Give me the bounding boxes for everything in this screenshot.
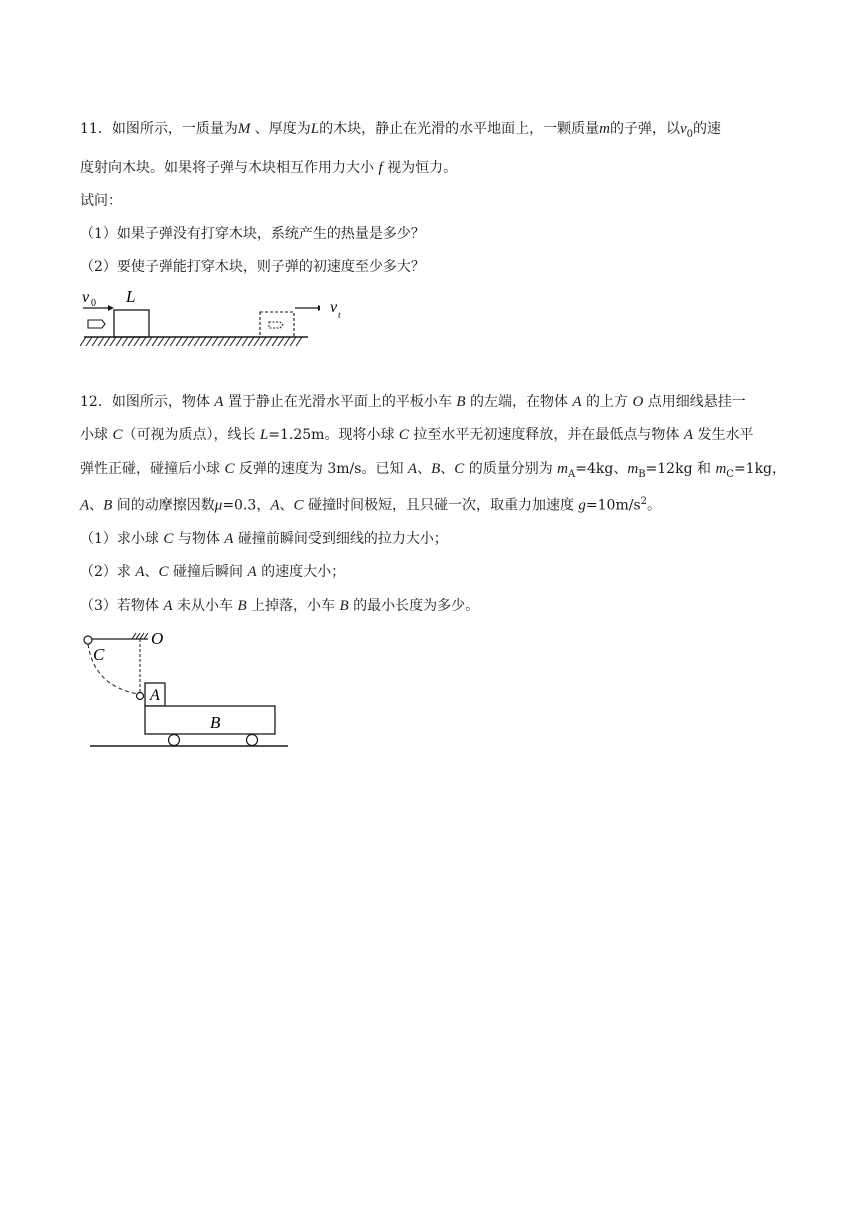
cart-wheel-right (247, 735, 258, 746)
hatch-stroke (290, 337, 296, 346)
hatch-stroke (206, 337, 212, 346)
symbol-A: A (683, 427, 693, 443)
text: 上掉落，小车 (246, 598, 340, 614)
hatch-stroke (266, 337, 272, 346)
symbol-m: m (627, 461, 639, 477)
symbol-O: O (632, 394, 644, 410)
symbol-L: L (259, 427, 269, 443)
text: 弹性正碰，碰撞后小球 (80, 461, 225, 477)
object-A-label: A (150, 687, 160, 704)
moved-block-dashed (260, 312, 294, 337)
hatch-stroke (146, 337, 152, 346)
text: 12．如图所示，物体 (80, 394, 215, 410)
text: 、 (417, 461, 432, 477)
text: 的速 (693, 121, 722, 137)
hatch-stroke (194, 337, 200, 346)
symbol-m: m (557, 461, 569, 477)
hatch-stroke (224, 337, 230, 346)
v0-subscript: 0 (91, 298, 96, 309)
subscript-B: B (638, 468, 646, 480)
ball-C-label: C (93, 645, 105, 664)
ceiling-hatching (132, 633, 148, 639)
hatch-stroke (296, 337, 302, 346)
text: 点用细线悬挂一 (643, 394, 746, 410)
text: 小球 (80, 427, 113, 443)
hatch-stroke (188, 337, 194, 346)
subscript-C: C (726, 468, 734, 480)
text: 发生水平 (693, 427, 754, 443)
text: 11．如图所示，一质量为 (80, 121, 238, 137)
text: =1kg， (733, 461, 787, 477)
symbol-A: A (407, 461, 418, 477)
text: 的最小长度为多少。 (348, 598, 480, 614)
hatch-stroke (80, 337, 86, 346)
symbol-A: A (135, 564, 145, 580)
text: 的质量分别为 (464, 461, 558, 477)
q11-line-1 (80, 120, 790, 144)
text: （可视为质点），线长 (122, 427, 260, 443)
text: 置于静止在光滑水平面上的平板小车 (223, 394, 457, 410)
hatch-stroke (200, 337, 206, 346)
symbol-C: C (293, 497, 304, 514)
hatch-stroke (110, 337, 116, 346)
text: （1）求小球 (80, 531, 164, 547)
text: 间的动摩擦因数 (112, 497, 215, 514)
symbol-A: A (163, 598, 173, 614)
hatch-stroke (92, 337, 98, 346)
symbol-M: M (237, 121, 251, 137)
text: 、 (279, 497, 294, 514)
symbol-B: B (237, 598, 247, 614)
vt-subscript: t (338, 310, 341, 320)
text: 视为恒力。 (382, 160, 458, 176)
text: 、 (144, 564, 159, 580)
q12-line-4 (80, 493, 790, 515)
hatch-stroke (176, 337, 182, 346)
symbol-C: C (112, 427, 123, 443)
q12-line-3 (80, 460, 790, 484)
cart-B-label: B (210, 713, 221, 732)
text: 与物体 (173, 531, 225, 547)
hatch-stroke (272, 337, 278, 346)
v0-arrowhead (108, 305, 114, 311)
hatch-stroke (284, 337, 290, 346)
symbol-g: g (578, 497, 586, 514)
text: 的速度大小； (256, 564, 346, 580)
wood-block (114, 310, 149, 337)
hatch-stroke (218, 337, 224, 346)
text: 度射向木块。如果将子弹与木块相互作用力大小 (80, 160, 379, 176)
symbol-B: B (339, 598, 349, 614)
symbol-mu: μ (214, 497, 223, 514)
hatch-stroke (242, 337, 248, 346)
v0-label: v (82, 289, 90, 306)
text: =4kg、 (575, 461, 628, 477)
text: 未从小车 (172, 598, 238, 614)
text: 碰撞时间极短，且只碰一次，取重力加速度 (303, 497, 579, 514)
vt-label: v (330, 300, 338, 316)
hatch-stroke (86, 337, 92, 346)
hatch-stroke (182, 337, 188, 346)
q11-line-2 (80, 159, 790, 177)
hatch-stroke (116, 337, 122, 346)
symbol-C: C (398, 427, 409, 443)
q12-line-2 (80, 426, 790, 444)
moved-bullet (269, 322, 283, 328)
hatch-stroke (230, 337, 236, 346)
q12-line-1 (80, 393, 790, 411)
symbol-B: B (103, 497, 113, 514)
text: 的木块，静止在光滑的水平地面上，一颗质量 (319, 121, 600, 137)
hatch-stroke (170, 337, 176, 346)
q11-line-3: 试问： (80, 193, 122, 209)
symbol-A: A (572, 394, 582, 410)
symbol-L: L (310, 121, 320, 137)
text: 拉至水平无初速度释放，并在最低点与物体 (408, 427, 684, 443)
text: 的上方 (581, 394, 633, 410)
q11-figure (80, 284, 320, 354)
q12-subquestion-3 (80, 597, 790, 615)
ball-C-initial (84, 636, 92, 644)
symbol-A: A (247, 564, 257, 580)
hatch-stroke (236, 337, 242, 346)
subscript-0: 0 (686, 128, 694, 140)
text: 、厚度为 (250, 121, 311, 137)
symbol-C: C (224, 461, 235, 477)
q12-subquestion-2 (80, 563, 790, 581)
cart-wheel-left (169, 735, 180, 746)
hatch-stroke (122, 337, 128, 346)
text: 、 (89, 497, 104, 514)
symbol-C: C (158, 564, 169, 580)
text: 碰撞后瞬间 (168, 564, 248, 580)
symbol-C: C (163, 531, 174, 547)
hatch-stroke (98, 337, 104, 346)
q12-figure (80, 628, 300, 753)
hatch-stroke (248, 337, 254, 346)
symbol-m: m (599, 121, 610, 137)
symbol-f: f (378, 160, 383, 176)
symbol-A: A (80, 497, 90, 514)
q12-subquestion-1 (80, 530, 790, 548)
hatch-stroke (104, 337, 110, 346)
text: 反弹的速度为 3m/s。已知 (234, 461, 408, 477)
symbol-A: A (270, 497, 280, 514)
hatch-stroke (260, 337, 266, 346)
symbol-A: A (214, 394, 224, 410)
symbol-C: C (454, 461, 465, 477)
text: （2）求 (80, 564, 136, 580)
hatch-stroke (254, 337, 260, 346)
text: 碰撞前瞬间受到细线的拉力大小； (233, 531, 448, 547)
hatch-stroke (128, 337, 134, 346)
symbol-m: m (715, 461, 727, 477)
vt-label-wrapper (318, 300, 342, 322)
hatch-stroke (278, 337, 284, 346)
text: =12kg 和 (645, 461, 716, 477)
text: 。 (647, 497, 662, 514)
block-L-label: L (126, 287, 136, 306)
symbol-B: B (456, 394, 466, 410)
hatch-stroke (140, 337, 146, 346)
text: 的左端，在物体 (465, 394, 573, 410)
q11-subquestion-2: （2）要使子弹能打穿木块，则子弹的初速度至少多大？ (80, 259, 425, 275)
q11-subquestion-1: （1）如果子弹没有打穿木块，系统产生的热量是多少？ (80, 226, 425, 242)
hatch-stroke (158, 337, 164, 346)
symbol-v: v (679, 121, 687, 137)
symbol-B: B (431, 461, 441, 477)
hatch-stroke (164, 337, 170, 346)
text: =10m/s (585, 497, 641, 514)
bullet-shape (88, 320, 105, 328)
hatch-stroke (134, 337, 140, 346)
point-O-label: O (151, 629, 164, 648)
text: 、 (440, 461, 455, 477)
subscript-A: A (568, 468, 576, 480)
hatch-stroke (152, 337, 158, 346)
text: 的子弹，以 (609, 121, 680, 137)
text: =0.3， (222, 497, 271, 514)
symbol-A: A (224, 531, 234, 547)
text: =1.25m。现将小球 (268, 427, 399, 443)
ground-hatching (80, 337, 302, 346)
superscript-2: 2 (640, 496, 648, 507)
ball-C-lowest (137, 693, 144, 700)
hatch-stroke (212, 337, 218, 346)
text: （3）若物体 (80, 598, 164, 614)
